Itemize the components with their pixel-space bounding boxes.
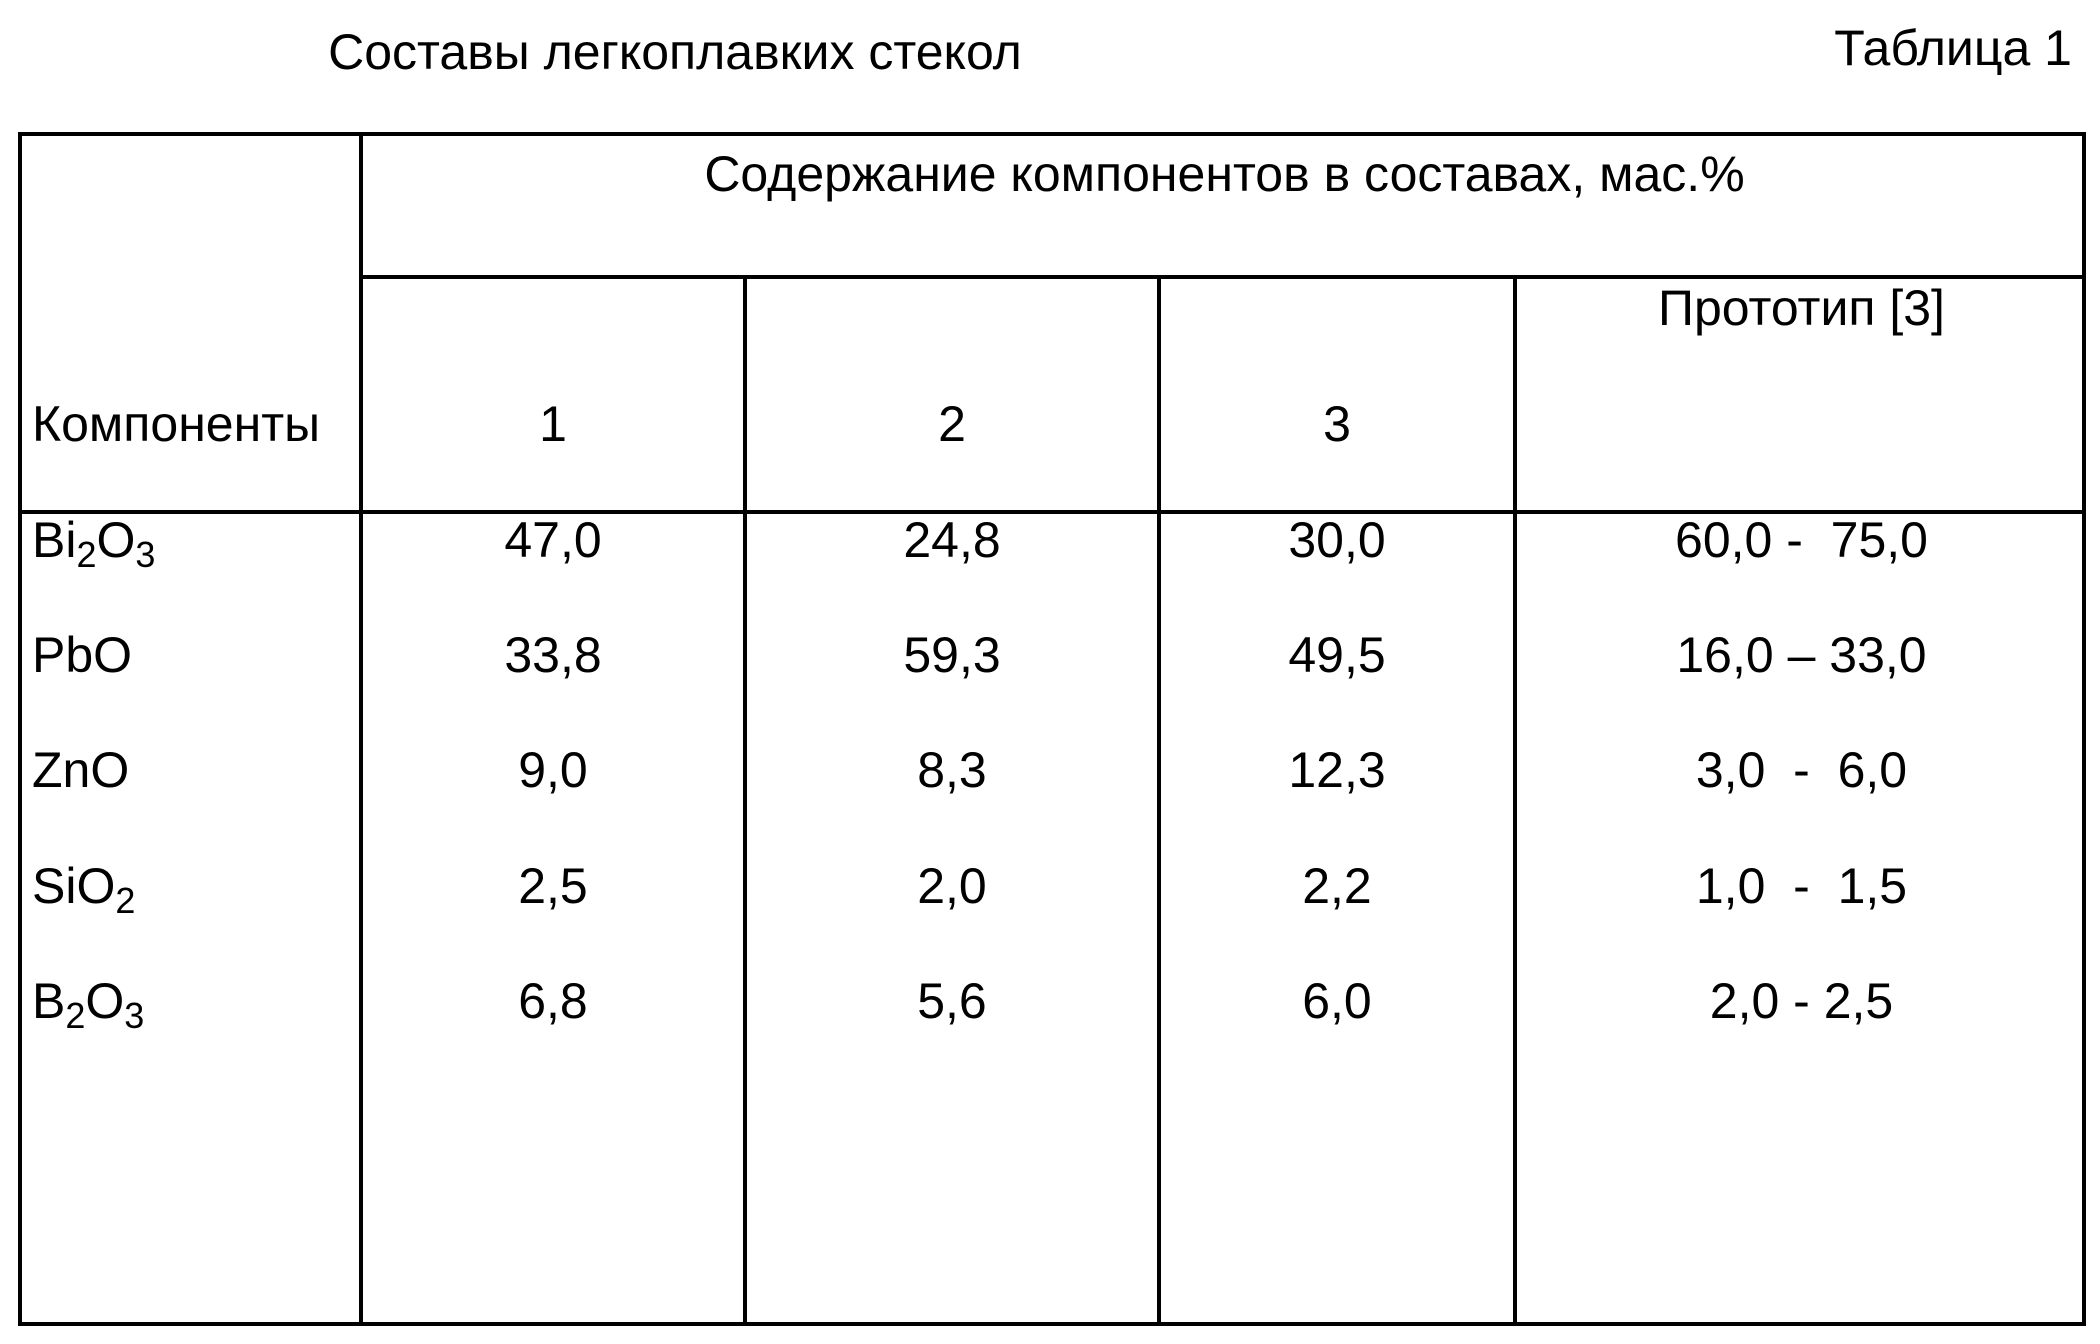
value-cell: 5,6 <box>917 973 987 1029</box>
value-cell: 6,8 <box>518 973 588 1029</box>
page-title: Составы легкоплавких стекол <box>328 24 1022 80</box>
value-cell: 49,5 <box>1288 627 1386 683</box>
value-cell: 2,5 <box>518 858 588 914</box>
value-cell: 24,8 <box>903 512 1001 568</box>
component-name: ZnO <box>32 742 130 798</box>
column-header-2: 2 <box>938 396 966 452</box>
value-cell: 12,3 <box>1288 742 1386 798</box>
column-header-prototype: Прототип [3] <box>1658 280 1945 336</box>
component-name: $Bi_2O_3$ <box>32 512 156 575</box>
value-cell: 30,0 <box>1288 512 1386 568</box>
value-cell: 6,0 <box>1302 973 1372 1029</box>
column-header-1: 1 <box>539 396 567 452</box>
component-name: PbO <box>32 627 133 683</box>
prototype-range-cell: 3,0 - 6,0 <box>1695 742 1908 798</box>
column-header-3: 3 <box>1323 396 1351 452</box>
value-cell: 33,8 <box>504 627 602 683</box>
value-cell: 59,3 <box>903 627 1001 683</box>
value-cell: 47,0 <box>504 512 602 568</box>
content-header: Содержание компонентов в составах, мас.% <box>704 146 1745 202</box>
component-name: $B_2O_3$ <box>32 973 145 1036</box>
value-cell: 2,0 <box>917 858 987 914</box>
value-cell: 8,3 <box>917 742 987 798</box>
prototype-range-cell: 2,0 - 2,5 <box>1709 973 1894 1029</box>
column-divider <box>359 136 363 1322</box>
prototype-range-cell: 16,0 – 33,0 <box>1676 627 1927 683</box>
components-header: Компоненты <box>32 396 321 452</box>
value-cell: 2,2 <box>1302 858 1372 914</box>
prototype-range-cell: 1,0 - 1,5 <box>1695 858 1908 914</box>
component-name: SiO$_2$ <box>32 858 136 921</box>
table-number: Таблица 1 <box>1834 20 2072 76</box>
prototype-range-cell: 60,0 - 75,0 <box>1675 512 1928 568</box>
value-cell: 9,0 <box>518 742 588 798</box>
composition-table <box>18 132 2086 1326</box>
